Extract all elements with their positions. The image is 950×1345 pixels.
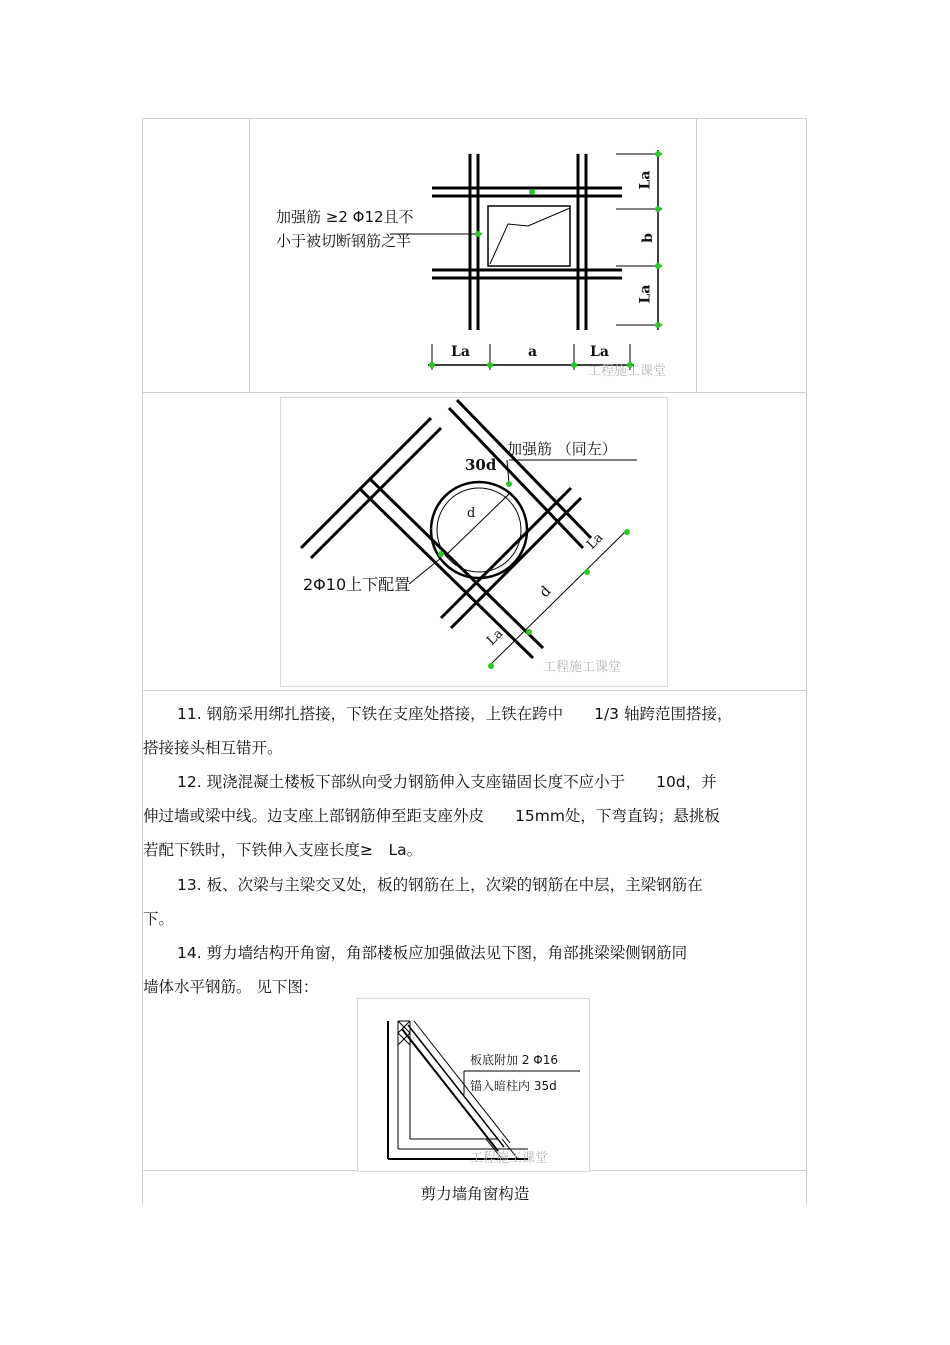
paragraph-11 [143,697,808,765]
paragraph-14-line2: 墙体水平钢筋。 见下图： [143,978,319,996]
paragraph-14-line1: 14. 剪力墙结构开角窗，角部楼板应加强做法见下图，角部挑梁梁侧钢筋同 [177,944,688,962]
paragraph-13 [143,868,808,936]
table-border-left [142,118,143,1205]
figure1-dim-la-bottom: La [590,344,609,360]
paragraph-12 [143,765,808,867]
figure1-dim-la-top: La [637,170,654,190]
figure1-note-line2: 小于被切断钢筋之半 [276,232,412,250]
table-divider-col2 [696,118,697,393]
paragraph-13-line2: 下。 [143,910,175,928]
figure3-note-line2: 锚入暗柱内 35d [470,1079,557,1093]
figure1-dim-b: b [639,233,656,243]
figure3-watermark: 工程施工课堂 [470,1151,549,1166]
paragraph-14 [143,936,808,1004]
table-border-right [806,118,807,1205]
figure2-dim-la-lower: La [484,626,507,649]
figure1-dim-la-left: La [451,344,470,360]
figure3-caption: 剪力墙角窗构造 [420,1185,530,1203]
figure2-note: 加强筋 （同左） [507,440,617,458]
table-divider-row1 [142,392,807,393]
figure1-dim-la-right: La [637,284,654,304]
figure2-dim-30d: 30d [465,456,497,474]
figure2-dim-d: d [536,583,555,601]
figure2-watermark: 工程施工课堂 [543,660,622,675]
figure-circular-opening [280,397,668,687]
figure2-dim-d-circle: d [467,506,476,521]
figure2-dim-la-upper: La [584,530,607,553]
table-border-top [142,118,807,119]
paragraph-12-line2: 伸过墙或梁中线。边支座上部钢筋伸至距支座外皮 15mm处，下弯直钩；悬挑板 [143,807,720,825]
paragraph-12-line1: 12. 现浇混凝土楼板下部纵向受力钢筋伸入支座锚固长度不应小于 10d，并 [177,773,717,791]
figure1-watermark: 工程施工课堂 [588,364,667,379]
paragraph-11-line2: 搭接接头相互错开。 [143,739,283,757]
paragraph-12-line3: 若配下铁时，下铁伸入支座长度≥ La。 [143,841,423,859]
paragraph-13-line1: 13. 板、次梁与主梁交叉处，板的钢筋在上，次梁的钢筋在中层，主梁钢筋在 [177,876,703,894]
rect-opening-drawing [250,120,696,390]
table-divider-row2 [142,690,807,691]
figure1-note-line1: 加强筋 ≥2 Φ12且不 [276,208,414,226]
figure2-bar-label: 2Φ10上下配置 [303,575,411,594]
figure3-note-line1: 板底附加 2 Φ16 [470,1053,558,1067]
paragraph-11-line1: 11. 钢筋采用绑扎搭接，下铁在支座处搭接，上铁在跨中 1/3 轴跨范围搭接， [177,705,733,723]
figure-corner-window [357,998,590,1172]
figure1-dim-a: a [528,344,538,360]
figure-rect-opening [250,120,696,390]
